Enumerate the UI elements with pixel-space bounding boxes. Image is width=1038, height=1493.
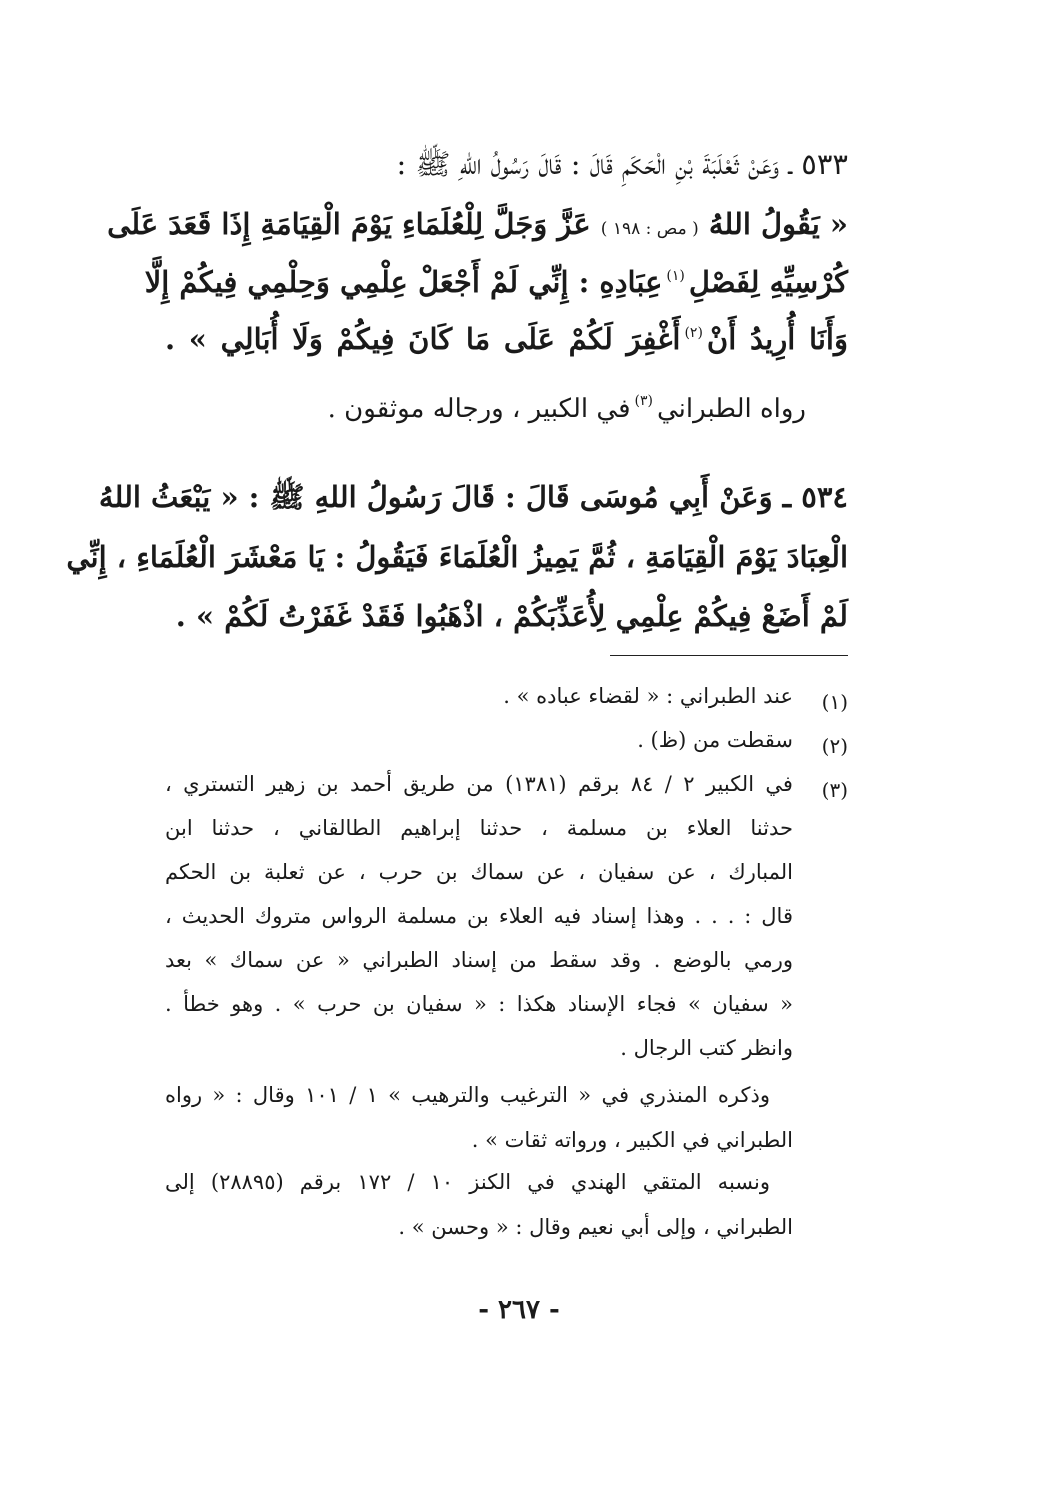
hadith-534-line-2-text: الْعِبَادَ يَوْمَ الْقِيَامَةِ ، ثُمَّ يَمِيزُ الْعُلَمَاءَ فَيَقُولُ : يَا مَعْشَرَ الْعُلَمَاءِ ، إِنِّي <box>66 540 848 574</box>
footnote-3-line-5: ورمي بالوضع . وقد سقط من إسناد الطبراني « عن سماك » بعد <box>165 948 793 972</box>
narration-start: رواه الطبراني <box>656 394 806 424</box>
hadith-533-line-2-end: عَزَّ وَجَلَّ لِلْعُلَمَاءِ يَوْمَ الْقِيَامَةِ إِذَا قَعَدَ عَلَى <box>107 207 591 241</box>
hadith-534-line-2 <box>66 540 848 574</box>
footnote-number-2: (٢) <box>821 734 848 758</box>
hadith-533-line-2-start: « يَقُولُ اللهُ <box>708 207 848 241</box>
footnote-3-line-7: وانظر كتب الرجال . <box>620 1036 793 1060</box>
hadith-533-narration <box>165 393 806 424</box>
hadith-533-line-4 <box>165 322 848 356</box>
footnote-3-line-1: في الكبير ٢ / ٨٤ برقم (١٣٨١) من طريق أحمد بن زهير التستري ، <box>165 772 793 796</box>
hadith-534-line-1-text: ٥٣٤ ـ وَعَنْ أَبِي مُوسَى قَالَ : قَالَ رَسُولُ اللهِ ﷺ : « يَبْعَثُ اللهُ <box>98 480 848 514</box>
notes-tail-line-2: الطبراني في الكبير ، ورواته ثقات » . <box>471 1128 793 1152</box>
hadith-533-line-3-start: كُرْسِيِّهِ لِفَصْلِ <box>688 265 848 299</box>
notes-tail-line-3: ونسبه المتقي الهندي في الكنز ١٠ / ١٧٢ برقم (٢٨٨٩٥) إلى <box>165 1170 771 1194</box>
hadith-534-line-1 <box>98 480 848 514</box>
hadith-534-line-3 <box>165 599 848 633</box>
page-number: - ٢٦٧ - <box>478 1295 560 1325</box>
hadith-533-line-1-text: ٥٣٣ ـ وَعَنْ ثَعْلَبَةَ بْنِ الْحَكَمِ قَالَ : قَالَ رَسُولُ اللهِ ﷺ : <box>396 147 848 181</box>
notes-tail-line-1: وذكره المنذري في « الترغيب والترهيب » ١ / ١٠١ وقال : « رواه <box>165 1083 770 1107</box>
footnote-number-3: (٣) <box>821 778 848 802</box>
hadith-534-line-3-text: لَمْ أَضَعْ فِيكُمْ عِلْمِي لِأُعَذِّبَكُمْ ، اذْهَبُوا فَقَدْ غَفَرْتُ لَكُمْ » . <box>175 599 848 633</box>
hadith-533-line-3 <box>144 265 848 299</box>
footnote-3-line-4: قال : . . . وهذا إسناد فيه العلاء بن مسلمة الرواس متروك الحديث ، <box>165 904 793 928</box>
footnote-2-line-1: سقطت من (ظ) . <box>637 728 793 752</box>
footnote-1-line-1: عند الطبراني : « لقضاء عباده » . <box>503 684 793 708</box>
footnote-3-line-2: حدثنا العلاء بن مسلمة ، حدثنا إبراهيم الطالقاني ، حدثنا ابن <box>165 816 793 840</box>
footnote-ref-1[interactable]: (١) <box>666 268 685 284</box>
hadith-533-line-4-end: أَغْفِرَ لَكُمْ عَلَى مَا كَانَ فِيكُمْ وَلَا أُبَالِي » . <box>165 322 681 356</box>
footnote-number-1: (١) <box>821 690 848 714</box>
footnote-separator <box>610 655 848 656</box>
footnote-ref-2[interactable]: (٢) <box>684 325 703 341</box>
narration-end: في الكبير ، ورجاله موثقون . <box>327 394 631 424</box>
notes-tail-line-4: الطبراني ، وإلى أبي نعيم وقال : « وحسن » . <box>398 1215 793 1239</box>
footnote-3-line-3: المبارك ، عن سفيان ، عن سماك بن حرب ، عن ثعلبة بن الحكم <box>165 860 793 884</box>
hadith-533-line-1 <box>165 147 848 181</box>
footnote-3-line-6: « سفيان » فجاء الإسناد هكذا : « سفيان بن حرب » . وهو خطأ . <box>165 992 793 1016</box>
hadith-533-line-4-start: وَأَنَا أُرِيدُ أَنْ <box>706 322 848 356</box>
manuscript-page-ref: ( مص : ١٩٨ ) <box>600 219 699 239</box>
hadith-533-line-2 <box>107 207 848 241</box>
footnote-ref-3[interactable]: (٣) <box>634 393 653 409</box>
hadith-533-line-3-end: عِبَادِهِ : إِنِّي لَمْ أَجْعَلْ عِلْمِي وَحِلْمِي فِيكُمْ إِلَّا <box>144 265 663 299</box>
